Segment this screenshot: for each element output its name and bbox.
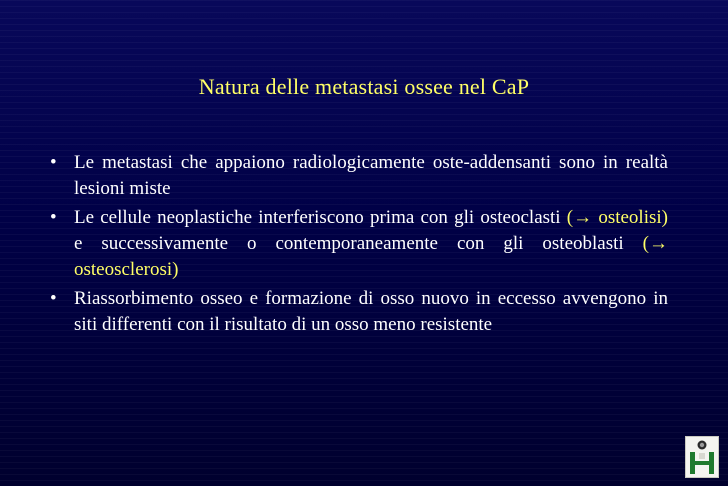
crest-graphic [686,437,718,477]
highlight-word: osteolisi) [592,207,668,228]
paren-open: ( [642,233,649,254]
bullet-text: Riassorbimento osseo e formazione di osso nuovo in eccesso avvengono in siti differenti con il risultato di un osso meno resistente [74,288,668,335]
bullet-icon: • [50,207,57,228]
bullet-icon: • [50,152,57,173]
bullet-item [50,205,668,283]
bullet-text-part: Le cellule neoplastiche interferiscono prima con gli osteoclasti [74,207,567,228]
slide-title: Natura delle metastasi ossee nel CaP [198,74,530,99]
bullet-item [50,150,668,202]
bullet-item [50,286,668,338]
highlight-osteolisi [567,207,668,228]
university-crest-icon [685,436,719,478]
arrow-right-icon: → [573,207,593,228]
bullet-list [50,150,668,341]
bullet-icon: • [50,288,57,309]
bullet-text: Le metastasi che appaiono radiologicamente oste-addensanti sono in realtà lesioni miste [74,152,668,199]
highlight-word: osteosclerosi) [74,259,179,280]
paren-open: ( [566,207,574,228]
bullet-text-part: e successivamente o contemporaneamente con gli osteoblasti [74,233,643,254]
arrow-right-icon: → [649,233,668,254]
